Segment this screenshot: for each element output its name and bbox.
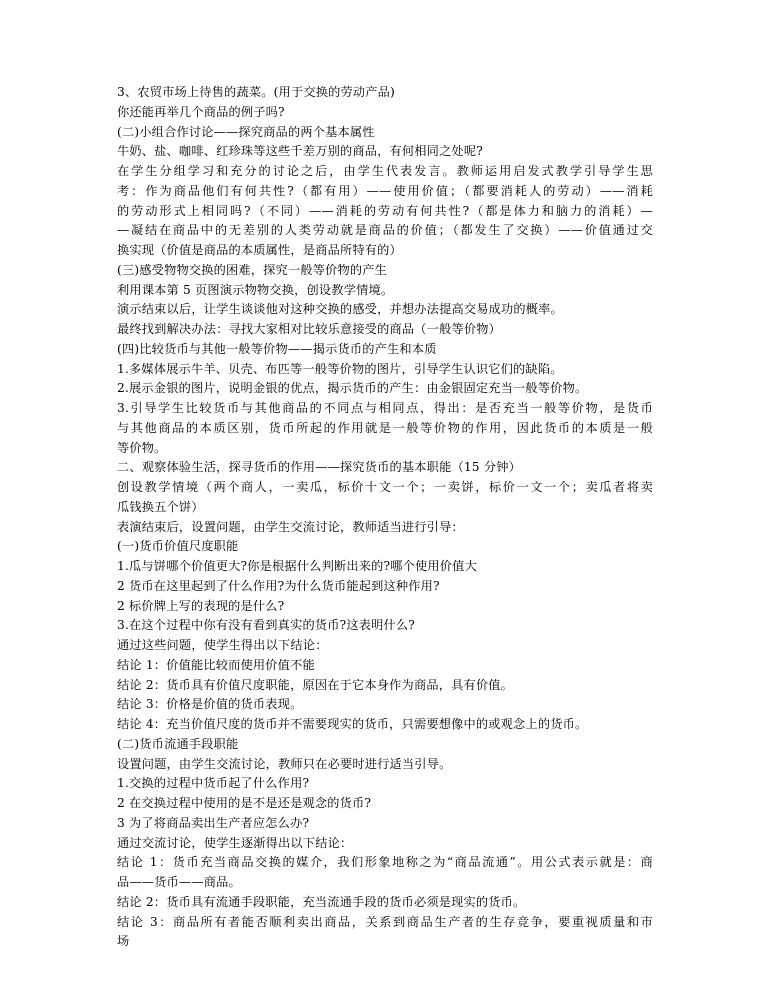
text-line: 在学生分组学习和充分的讨论之后，由学生代表发言。教师运用启发式教学引导学生思 xyxy=(117,164,653,178)
section-heading: (三)感受物物交换的困难，探究一般等价物的产生 xyxy=(117,262,388,277)
text-line: 通过这些问题，使学生得出以下结论： xyxy=(117,638,328,652)
conclusion-line: 结论 1：价值能比较而使用价值不能 xyxy=(117,657,315,672)
section-heading: (一)货币价值尺度职能 xyxy=(117,539,239,554)
conclusion-line: 结论 4：充当价值尺度的货币并不需要现实的货币，只需要想像中的或观念上的货币。 xyxy=(117,717,588,731)
text-line: 创设教学情境（两个商人，一卖瓜，标价十文一个；一卖饼，标价一文一个；卖瓜者将卖 xyxy=(117,480,653,494)
text-line: 等价物。 xyxy=(117,440,167,455)
list-item: 3 为了将商品卖出生产者应怎么办? xyxy=(117,815,310,830)
text-line: 换实现（价值是商品的本质属性，是商品所特有的） xyxy=(117,243,402,257)
section-heading: 二、观察体验生活，探寻货币的作用——探究货币的基本职能（15 分钟） xyxy=(117,460,521,475)
text-line: 瓜钱换五个饼） xyxy=(117,499,204,514)
text-line: 利用课本第 5 页图演示物物交换，创设教学情境。 xyxy=(117,282,394,297)
list-item: 2 货币在这里起到了什么作用?为什么货币能起到这种作用? xyxy=(117,578,440,593)
text-line: 品——货币——商品。 xyxy=(117,875,241,889)
list-item: 3.在这个过程中你有没有看到真实的货币?这表明什么? xyxy=(117,618,416,633)
text-line: 与其他商品的本质区别，货币所起的作用就是一般等价物的作用，因此货币的本质是一般 xyxy=(117,420,653,435)
list-item: 1.交换的过程中货币起了什么作用? xyxy=(117,776,310,791)
list-item: 2 在交换过程中使用的是不是还是观念的货币? xyxy=(117,796,372,810)
text-line: 你还能再举几个商品的例子吗? xyxy=(117,104,285,119)
conclusion-line: 结论 3：商品所有者能否顺利卖出商品，关系到商品生产者的生存竞争，要重视质量和市 xyxy=(117,914,653,929)
document-body xyxy=(117,83,653,952)
conclusion-line: 结论 2：货币具有价值尺度职能，原因在于它本身作为商品，具有价值。 xyxy=(117,677,514,692)
text-line: 设置问题，由学生交流讨论，教师只在必要时进行适当引导。 xyxy=(117,756,452,771)
text-line: 3、农贸市场上待售的蔬菜。(用于交换的劳动产品) xyxy=(117,85,396,99)
text-line: 最终找到解决办法：寻找大家相对比较乐意接受的商品（一般等价物） xyxy=(117,322,502,336)
list-item: 2 标价牌上写的表现的是什么? xyxy=(117,598,285,613)
section-heading: (二)货币流通手段职能 xyxy=(117,736,239,751)
text-line: 表演结束后，设置问题，由学生交流讨论，教师适当进行引导： xyxy=(117,519,464,534)
list-item: 2.展示金银的图片，说明金银的优点，揭示货币的产生：由金银固定充当一般等价物。 xyxy=(117,381,588,396)
text-line: 场 xyxy=(117,934,130,949)
text-line: 牛奶、盐、咖啡、红珍珠等这些千差万别的商品，有何相同之处呢? xyxy=(117,144,483,159)
text-line: —凝结在商品中的无差别的人类劳动就是商品的价值；（都发生了交换）——价值通过交 xyxy=(117,223,653,238)
text-line: 考：作为商品他们有何共性?（都有用）——使用价值；（都要消耗人的劳动）——消耗 xyxy=(117,183,653,198)
list-item: 3.引导学生比较货币与其他商品的不同点与相同点，得出：是否充当一般等价物，是货币 xyxy=(117,401,653,415)
conclusion-line: 结论 1：货币充当商品交换的媒介，我们形象地称之为“商品流通”。用公式表示就是：商 xyxy=(117,855,653,870)
conclusion-line: 结论 2：货币具有流通手段职能，充当流通手段的货币必须是现实的货币。 xyxy=(117,894,526,909)
text-line: 通过交流讨论，使学生逐渐得出以下结论： xyxy=(117,835,353,850)
section-heading: (二)小组合作讨论——探究商品的两个基本属性 xyxy=(117,124,375,139)
conclusion-line: 结论 3：价格是价值的货币表现。 xyxy=(117,697,303,712)
list-item: 1.瓜与饼哪个价值更大?你是根据什么判断出来的?哪个使用价值大 xyxy=(117,559,477,573)
list-item: 1.多媒体展示牛羊、贝壳、布匹等一般等价物的图片，引导学生认识它们的缺陷。 xyxy=(117,361,563,376)
text-line: 的劳动形式上相同吗?（不同）——消耗的劳动有何共性?（都是体力和脑力的消耗）— xyxy=(117,203,653,218)
section-heading: (四)比较货币与其他一般等价物——揭示货币的产生和本质 xyxy=(117,341,437,356)
text-line: 演示结束以后，让学生谈谈他对这种交换的感受，并想办法提高交易成功的概率。 xyxy=(117,302,563,317)
